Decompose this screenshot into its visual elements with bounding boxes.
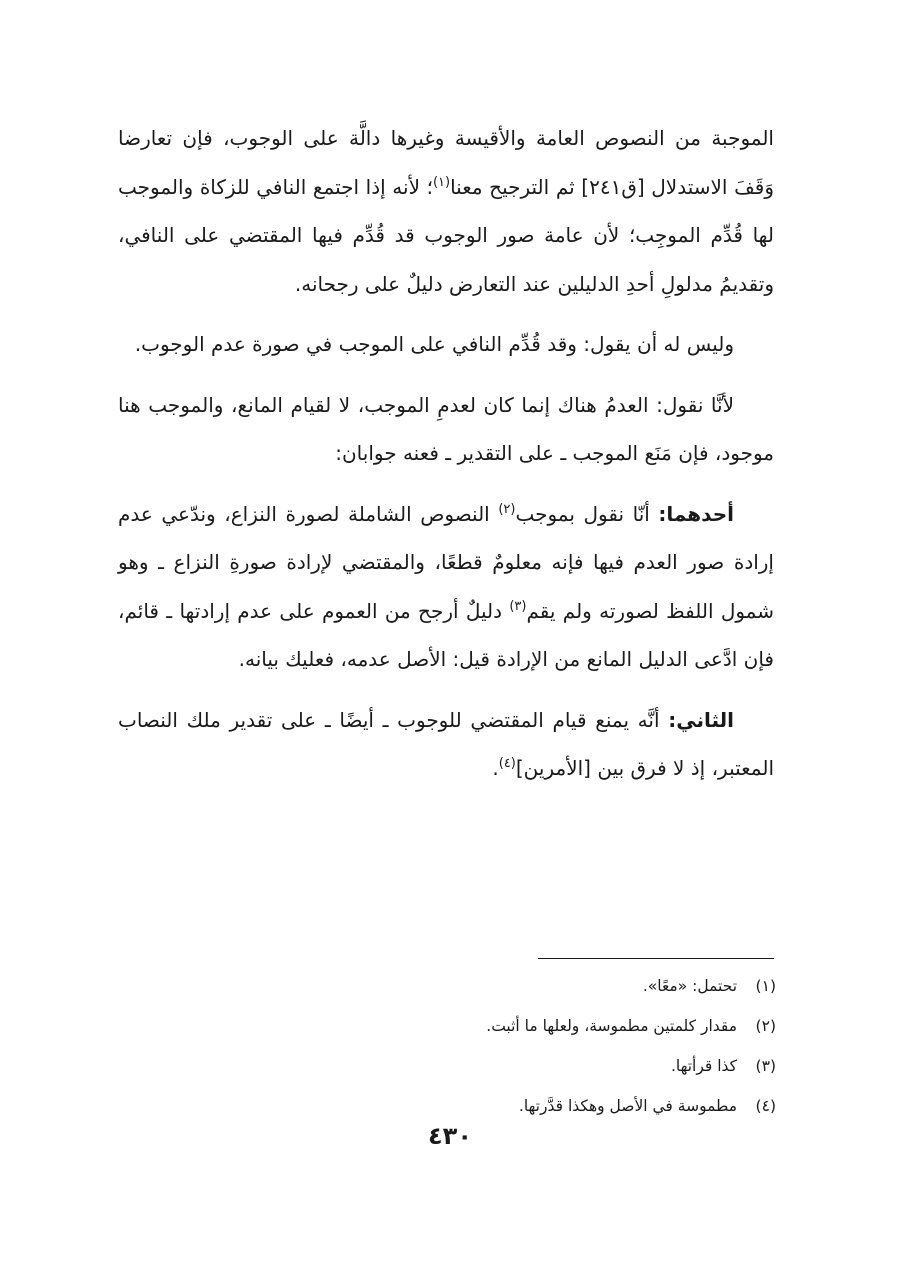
paragraph-text: أنّا نقول بموجب (515, 501, 659, 526)
paragraph-text: النصوص الشاملة لصورة النزاع، وندّعي عدم إرادة صور العدم فيها فإنه معلومٌ قطعًا، والمقتضي لإرادة صورةِ النزاع ـ وهو شمول اللفظ لصورته ولم يقم (118, 501, 774, 623)
paragraph-1 (118, 114, 774, 308)
footnote-number: (٢) (755, 1017, 776, 1035)
footnote-text: تحتمل: «معًا». (642, 977, 738, 995)
paragraph-3 (118, 381, 774, 478)
footnote-text: مقدار كلمتين مطموسة، ولعلها ما أثبت. (486, 1017, 738, 1035)
body-text (118, 114, 774, 805)
footnote-number: (١) (755, 977, 776, 995)
paragraph-text: . (492, 756, 499, 780)
footnote-text: مطموسة في الأصل وهكذا قدَّرتها. (518, 1097, 738, 1115)
paragraph-lead: أحدهما: (658, 501, 734, 526)
paragraph-text: أنَّه يمنع قيام المقتضي للوجوب ـ أيضًا ـ على تقدير ملك النصاب المعتبر، إذ لا فرق بين [الأمرين] (118, 707, 774, 780)
paragraph-text: دليلٌ أرجح من العموم على عدم إرادتها ـ قائم، فإن ادَّعى الدليل المانع من الإرادة قيل: الأصل عدمه، فعليك بيانه. (118, 598, 774, 671)
footnote-marker-4: (٤) (498, 756, 516, 771)
paragraph-text: لأنَّا نقول: العدمُ هناك إنما كان لعدمِ الموجب، لا لقيام المانع، والموجب هنا موجود، فإن مَنَع الموجب ـ على التقدير ـ فعنه جوابان: (118, 392, 774, 465)
footnote-number: (٣) (755, 1057, 776, 1075)
paragraph-4 (118, 490, 774, 684)
paragraph-text: الموجبة من النصوص العامة والأقيسة وغيرها دالَّة على الوجوب، فإن تعارضا وَقَفَ الاستدلال [ق٢٤١] ثم الترجيح معنا (118, 126, 774, 199)
paragraph-2 (118, 320, 774, 369)
footnotes (160, 966, 776, 1126)
footnote-divider (538, 958, 774, 959)
footnote-marker-3: (٣) (509, 598, 527, 614)
paragraph-5 (118, 696, 774, 793)
footnote-marker-1: (١) (432, 174, 451, 190)
footnote-number: (٤) (755, 1097, 776, 1115)
page-number: ٤٣٠ (428, 1122, 472, 1150)
paragraph-text: ؛ لأنه إذا اجتمع النافي للزكاة والموجب لها قُدِّم الموجِب؛ لأن عامة صور الوجوب قد قُدِّم فيها المقتضي على النافي، وتقديمُ مدلولِ أحدِ الدليلين عند التعارض دليلٌ على رجحانه. (118, 174, 774, 296)
footnote-marker-2: (٢) (498, 501, 516, 517)
paragraph-text: وليس له أن يقول: وقد قُدِّم النافي على الموجب في صورة عدم الوجوب. (134, 332, 734, 356)
footnote-3 (160, 1046, 776, 1086)
footnote-1 (160, 966, 776, 1006)
paragraph-lead: الثاني: (668, 707, 734, 732)
footnote-2 (160, 1006, 776, 1046)
footnote-text: كذا قرأتها. (670, 1057, 738, 1075)
footnote-4 (160, 1086, 776, 1126)
